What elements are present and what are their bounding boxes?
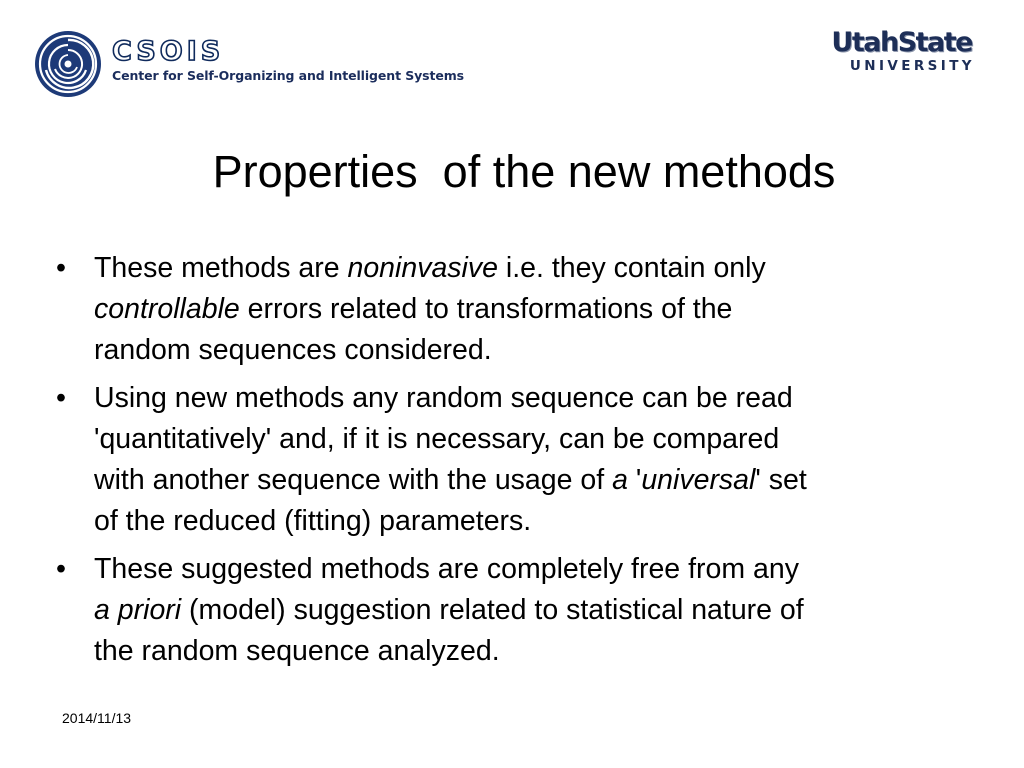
text-segment: These methods are: [94, 252, 348, 284]
italic-text: a: [612, 464, 628, 496]
italic-text: a priori: [94, 594, 182, 626]
bullet-line: [94, 501, 956, 542]
text-segment: 'quantitatively' and, if it is necessary, can be compared: [94, 423, 780, 455]
csois-logo: [34, 30, 484, 100]
bullet-item: [56, 549, 956, 672]
bullet-dot: •: [56, 553, 66, 585]
bullet-line: [94, 460, 956, 501]
text-segment: ' set: [755, 464, 807, 496]
usu-logo-top: UtahState: [831, 27, 972, 58]
text-segment: of the reduced (fitting) parameters.: [94, 505, 532, 537]
slide-date: 2014/11/13: [62, 710, 132, 726]
bullet-line: [94, 590, 956, 631]
bullet-item: [56, 378, 956, 542]
usu-logo-bottom: UNIVERSITY: [849, 58, 975, 74]
bullet-line: [94, 631, 956, 672]
csois-emblem-icon: [34, 30, 102, 98]
bullet-line: [94, 378, 956, 419]
text-segment: random sequences considered.: [94, 334, 492, 366]
csois-subtitle: Center for Self-Organizing and Intelligent Systems: [112, 68, 465, 83]
bullet-line: [94, 330, 956, 371]
usu-logo: [812, 27, 975, 74]
bullet-line: [94, 549, 956, 590]
italic-text: universal: [641, 464, 756, 496]
text-segment: i.e. they contain only: [497, 252, 766, 284]
slide-title: Properties of the new methods: [212, 146, 836, 197]
text-segment: with another sequence with the usage of: [94, 464, 613, 496]
bullet-line: [94, 419, 956, 460]
bullet-line: [94, 289, 956, 330]
text-segment: ': [627, 464, 642, 496]
bullet-line: [94, 248, 956, 289]
text-segment: These suggested methods are completely free from any: [94, 553, 799, 585]
italic-text: noninvasive: [347, 252, 498, 284]
bullet-item: [56, 248, 956, 371]
bullet-dot: •: [56, 252, 66, 284]
text-segment: the random sequence analyzed.: [94, 635, 500, 667]
csois-wordmark: CSOIS: [112, 36, 225, 67]
text-segment: errors related to transformations of the: [239, 293, 733, 325]
italic-text: controllable: [94, 293, 240, 325]
bullet-list: [56, 248, 956, 679]
bullet-dot: •: [56, 382, 66, 414]
text-segment: (model) suggestion related to statistical nature of: [181, 594, 804, 626]
text-segment: Using new methods any random sequence can be read: [94, 382, 793, 414]
